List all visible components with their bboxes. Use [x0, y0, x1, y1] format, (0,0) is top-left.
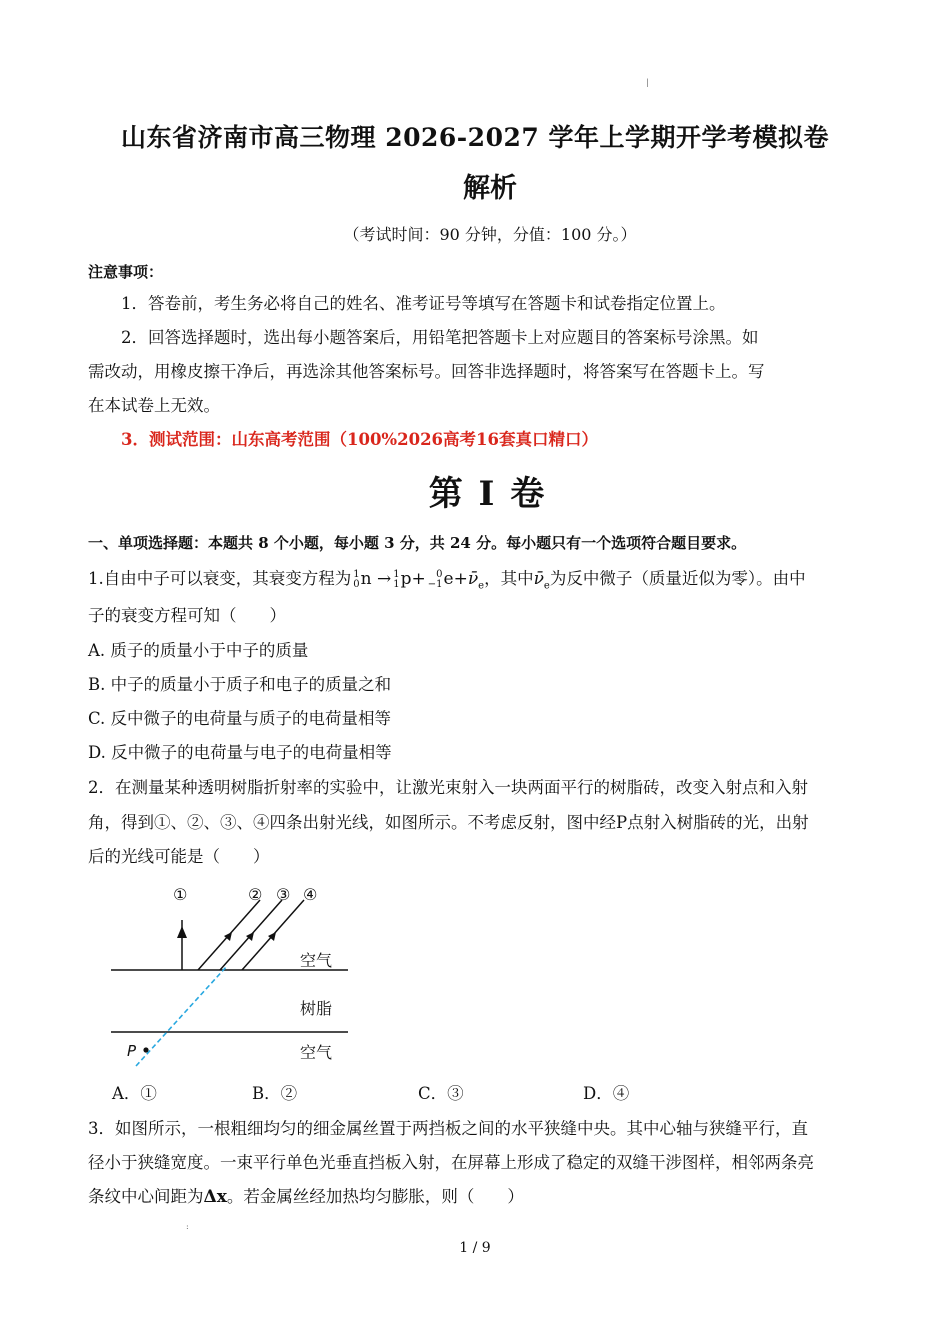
q1-option-c[interactable]: C. 反中微子的电荷量与质子的电荷量相等 — [88, 709, 392, 728]
n-superscript-subscript: 1 0 — [353, 568, 360, 590]
notes-item-1: 1．答卷前，考生务必将自己的姓名、准考证号等填写在答题卡和试卷指定位置上。 — [121, 294, 726, 313]
q1-mid: ，其中 — [484, 569, 534, 588]
part1-heading: 一、单项选择题：本题共 8 个小题，每小题 3 分，共 24 分。每小题只有一个选项符合题目要求。 — [88, 534, 747, 552]
q1-option-d[interactable]: D. 反中微子的电荷量与电子的电荷量相等 — [88, 743, 392, 762]
ray-label-1: ① — [173, 885, 188, 904]
q1-stem-line-2: 子的衰变方程可知（ ） — [88, 606, 286, 625]
document-subtitle: 解析 — [463, 173, 517, 204]
ray-label-4: ④ — [303, 885, 318, 904]
dashed-laser-ray — [136, 966, 227, 1066]
ray-label-2: ② — [248, 885, 263, 904]
q3-stem-line-2: 径小于狭缝宽度。一束平行单色光垂直挡板入射，在屏幕上形成了稳定的双缝干涉图样，相邻两条亮 — [88, 1153, 814, 1172]
notes-item-2-line-2: 需改动，用橡皮擦干净后，再选涂其他答案标号。回答非选择题时，将答案写在答题卡上。写 — [88, 362, 765, 381]
q3-stem-line-1: 3．如图所示，一根粗细均匀的细金属丝置于两挡板之间的水平狭缝中央。其中心轴与狭缝平行，直 — [88, 1119, 808, 1138]
q1-prefix: 1.自由中子可以衰变，其衰变方程为 — [88, 569, 352, 588]
section-title: 第 I 卷 — [428, 474, 547, 514]
point-p-label: P — [127, 1042, 137, 1060]
q2-option-d[interactable]: D．④ — [583, 1084, 630, 1103]
document-title: 山东省济南市高三物理 2026-2027 学年上学期开学考模拟卷 — [121, 123, 829, 152]
q1-stem-line-1: 1.自由中子可以衰变，其衰变方程为 1 0 n → 1 1 p+ 0 −1 $e+\nū_e$，其中$\nū_e$为反中微子（质量近似为零）。由中 — [88, 568, 806, 592]
q2-option-a[interactable]: A．① — [112, 1084, 157, 1103]
q2-stem-line-1: 2．在测量某种透明树脂折射率的实验中，让激光束射入一块两面平行的树脂砖，改变入射点和入射 — [88, 778, 808, 797]
e-superscript-subscript: 0 −1 — [427, 568, 443, 590]
q2-stem-line-3: 后的光线可能是（ ） — [88, 847, 270, 866]
q3-line-3-suffix: 。若金属丝经加热均匀膨胀，则（ ） — [226, 1187, 524, 1206]
q2-option-b[interactable]: B．② — [252, 1084, 298, 1103]
q1-option-a[interactable]: A. 质子的质量小于中子的质量 — [88, 641, 309, 660]
q2-stem-line-2: 角，得到①、②、③、④四条出射光线，如图所示。不考虑反射，图中经P点射入树脂砖的光，出射 — [88, 813, 809, 832]
notes-item-2-line-1: 2．回答选择题时，选出每小题答案后，用铅笔把答题卡上对应题目的答案标号涂黑。如 — [121, 328, 759, 347]
q1-antineutrino-symbol: ν̄ — [533, 569, 544, 589]
q1-option-b[interactable]: B. 中子的质量小于质子和电子的质量之和 — [88, 675, 392, 694]
exam-info: （考试时间：90 分钟，分值：100 分。） — [343, 225, 637, 244]
p-superscript-subscript: 1 1 — [393, 568, 400, 590]
q1-suffix: 为反中微子（质量近似为零）。由中 — [549, 569, 806, 588]
q2-option-c[interactable]: C．③ — [418, 1084, 464, 1103]
page-number: 1 / 9 — [459, 1240, 491, 1256]
q3-stem-line-3 — [88, 1186, 524, 1208]
ray-1-arrow — [177, 926, 187, 938]
bottom-mark: : — [186, 1222, 189, 1231]
label-air-bottom: 空气 — [300, 1043, 333, 1062]
notes-item-2-line-3: 在本试卷上无效。 — [88, 396, 220, 415]
point-p-dot — [143, 1047, 148, 1052]
corner-mark: | — [646, 78, 649, 87]
notes-heading: 注意事项： — [88, 263, 164, 281]
q1-equation: 1 0 n → 1 1 p+ 0 −1 $e+\nū_e$ — [353, 568, 485, 592]
notes-item-3: 3．测试范围：山东高考范围（100%2026高考16套真口精口） — [121, 430, 598, 449]
q2-refraction-figure — [100, 878, 360, 1070]
label-air-top: 空气 — [300, 951, 333, 970]
delta-x-symbol: Δx — [203, 1187, 227, 1207]
q3-line-3-prefix: 条纹中心间距为 — [88, 1187, 204, 1206]
ray-label-3: ③ — [276, 885, 291, 904]
label-resin: 树脂 — [300, 999, 333, 1018]
